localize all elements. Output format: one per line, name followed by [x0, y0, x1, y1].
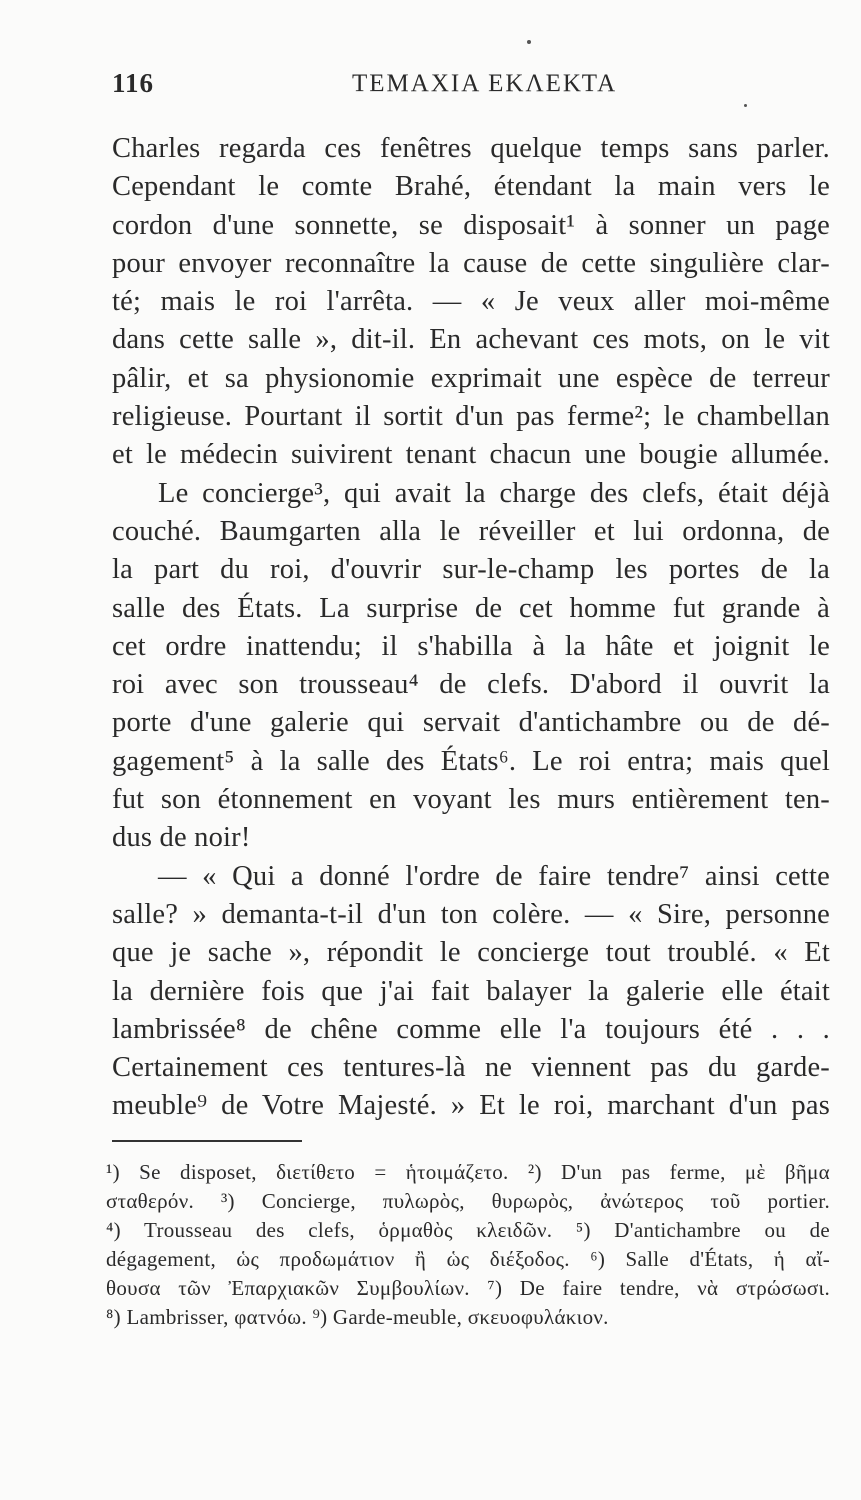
print-speck — [744, 104, 747, 107]
text-line: la dernière fois que j'ai fait balayer la galerie elle était — [112, 975, 830, 1007]
text-line: lambrissée⁸ de chêne comme elle l'a toujours été . . . — [112, 1013, 830, 1045]
text-line: la part du roi, d'ouvrir sur-le-champ les portes de la — [112, 554, 830, 586]
text-line: pâlir, et sa physionomie exprimait une espèce de terreur — [112, 362, 830, 394]
footnotes — [106, 1158, 830, 1332]
text-line: Le concierge³, qui avait la charge des clefs, était déjà — [158, 477, 830, 509]
text-line: couché. Baumgarten alla le réveiller et lui ordonna, de — [112, 515, 830, 547]
text-line: Certainement ces tentures-là ne viennent pas du garde- — [112, 1052, 830, 1084]
text-line: porte d'une galerie qui servait d'antichambre ou de dé- — [112, 707, 830, 739]
text-line: cet ordre inattendu; il s'habilla à la hâte et joignit le — [112, 630, 830, 662]
text-line: dus de noir! — [112, 822, 251, 854]
text-line: gagement⁵ à la salle des États⁶. Le roi entra; mais quel — [112, 745, 830, 777]
footnote-rule — [112, 1140, 302, 1142]
text-line: pour envoyer reconnaître la cause de cette singulière clar- — [112, 247, 830, 279]
text-line: que je sache », répondit le concierge tout troublé. « Et — [112, 937, 830, 969]
text-line: religieuse. Pourtant il sortit d'un pas ferme²; le chambellan — [112, 401, 830, 433]
text-line: salle des États. La surprise de cet homme fut grande à — [112, 592, 830, 624]
text-line: dans cette salle », dit-il. En achevant ces mots, on le vit — [112, 324, 830, 356]
running-head: ΤΕΜΑΧΙΑ ΕΚΛΕΚΤΑ — [352, 70, 618, 97]
page-number: 116 — [112, 68, 155, 98]
text-line: salle? » demanta-t-il d'un ton colère. — « Sire, personne — [112, 898, 830, 930]
footnote-line: σταθερόν. ³) Concierge, πυλωρὸς, θυρωρὸς, ἀνώτερος τοῦ portier. — [106, 1189, 830, 1213]
text-line: Cependant le comte Brahé, étendant la main vers le — [112, 171, 830, 203]
print-speck — [527, 40, 531, 44]
text-line: Charles regarda ces fenêtres quelque temps sans parler. — [112, 133, 830, 164]
text-line: meuble⁹ de Votre Majesté. » Et le roi, marchant d'un pas — [112, 1090, 830, 1122]
text-line: cordon d'une sonnette, se disposait¹ à sonner un page — [112, 209, 830, 241]
text-line: té; mais le roi l'arrêta. — « Je veux aller moi-même — [112, 286, 830, 318]
footnote-line: dégagement, ὡς προδωμάτιον ἢ ὡς διέξοδος. ⁶) Salle d'États, ἡ αἴ- — [106, 1247, 830, 1271]
text-line: fut son étonnement en voyant les murs entièrement ten- — [112, 784, 830, 816]
text-line: roi avec son trousseau⁴ de clefs. D'abord il ouvrit la — [112, 669, 830, 701]
body-text — [112, 130, 830, 1126]
footnote-line: ¹) Se disposet, διετίθετο = ἡτοιμάζετο. ²) D'un pas ferme, μὲ βῆμα — [106, 1160, 830, 1184]
footnote-line: θουσα τῶν Ἐπαρχιακῶν Συμβουλίων. ⁷) De faire tendre, νὰ στρώσωσι. — [106, 1276, 830, 1300]
footnote-line: ⁴) Trousseau des clefs, ὁρμαθὸς κλειδῶν. ⁵) D'antichambre ou de — [106, 1218, 830, 1242]
text-line: — « Qui a donné l'ordre de faire tendre⁷ ainsi cette — [158, 860, 830, 892]
footnote-line: ⁸) Lambrisser, φατνόω. ⁹) Garde-meuble, σκευοφυλάκιον. — [106, 1305, 609, 1329]
text-line: et le médecin suivirent tenant chacun une bougie allumée. — [112, 439, 830, 471]
page-header — [112, 68, 832, 108]
